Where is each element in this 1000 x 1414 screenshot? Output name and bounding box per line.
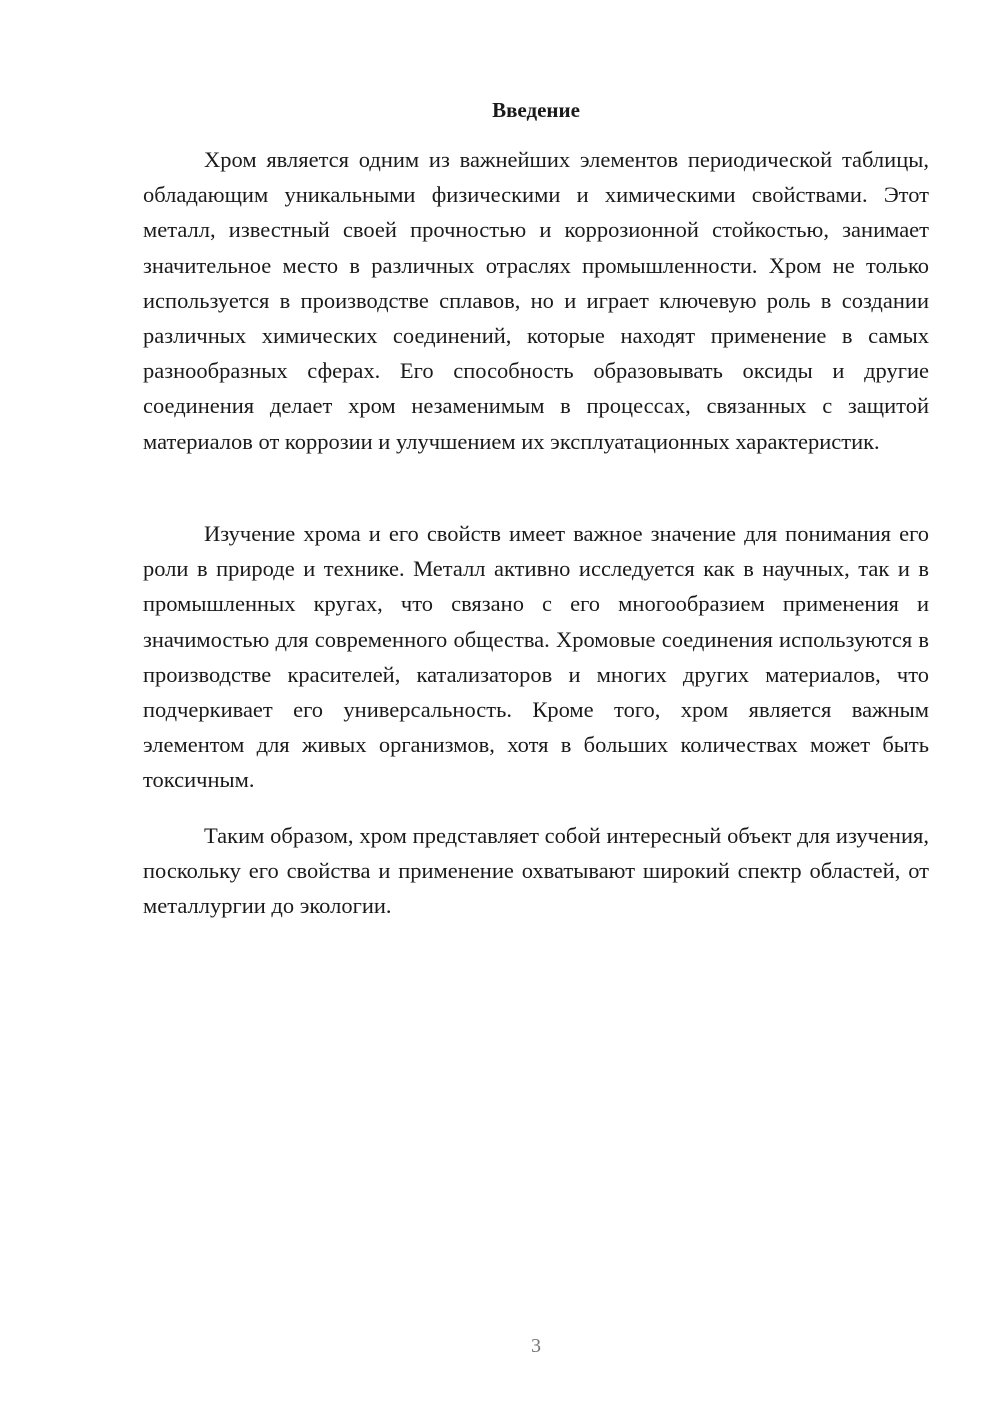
paragraph-2: Изучение хрома и его свойств имеет важное значение для понимания его роли в природе и технике. Металл активно исследуется как в научных, так и в промышленных кругах, что связано с его многообразием применения и значимостью для современного общества. Хромовые соединения используются в производстве красителей, катализаторов и многих других материалов, что подчеркивает его универсальность. Кроме того, хром является важным элементом для живых организмов, хотя в больших количествах может быть токсичным.: [143, 521, 929, 793]
page-number: 3: [531, 1335, 541, 1357]
heading-container: [143, 96, 929, 124]
paragraph-3: Таким образом, хром представляет собой интересный объект для изучения, поскольку его свойства и применение охватывают широкий спектр областей, от металлургии до экологии.: [143, 823, 929, 919]
section-heading: Введение: [492, 98, 580, 122]
paragraph-1: Хром является одним из важнейших элементов периодической таблицы, обладающим уникальными физическими и химическими свойствами. Этот металл, известный своей прочностью и коррозионной стойкостью, занимает значительное место в различных отраслях промышленности. Хром не только используется в производстве сплавов, но и играет ключевую роль в создании различных химических соединений, которые находят применение в самых разнообразных сферах. Его способность образовывать оксиды и другие соединения делает хром незаменимым в процессах, связанных с защитой материалов от коррозии и улучшением их эксплуатационных характеристик.: [143, 147, 929, 454]
